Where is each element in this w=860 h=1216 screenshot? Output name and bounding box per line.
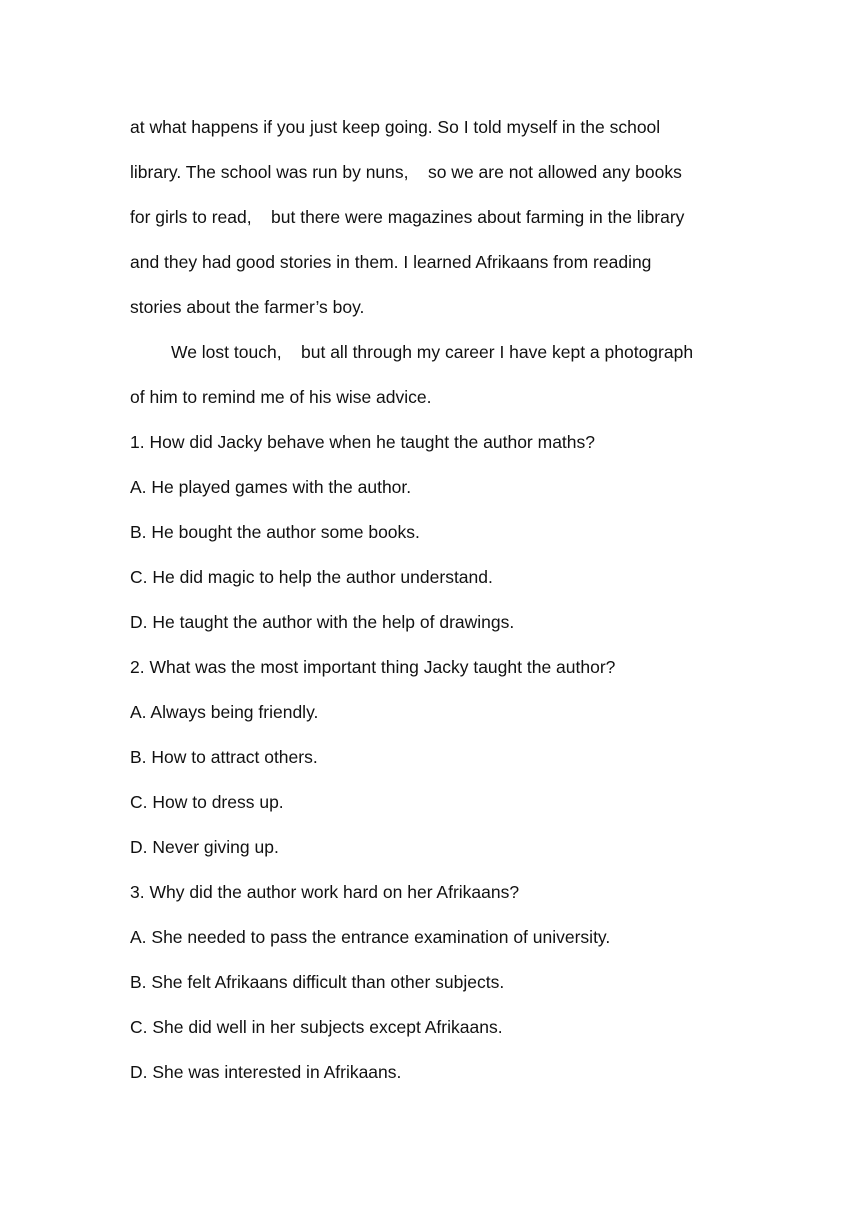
passage-line: library. The school was run by nuns, so we are not allowed any books <box>130 162 682 182</box>
passage-line: and they had good stories in them. I learned Afrikaans from reading <box>130 252 652 272</box>
passage-line: We lost touch, but all through my career I have kept a photograph <box>171 342 694 362</box>
answer-option: D. Never giving up. <box>130 837 279 857</box>
passage-line: stories about the farmer’s boy. <box>130 297 365 317</box>
answer-option: D. She was interested in Afrikaans. <box>130 1062 402 1082</box>
answer-option: C. How to dress up. <box>130 792 284 812</box>
answer-option: A. He played games with the author. <box>130 477 412 497</box>
passage-line: at what happens if you just keep going. So I told myself in the school <box>130 117 661 137</box>
question-text: 2. What was the most important thing Jacky taught the author? <box>130 657 616 677</box>
answer-option: B. He bought the author some books. <box>130 522 420 542</box>
answer-option: B. She felt Afrikaans difficult than other subjects. <box>130 972 505 992</box>
document-body <box>130 105 750 1095</box>
question-1 <box>130 420 750 645</box>
answer-option: B. How to attract others. <box>130 747 318 767</box>
passage-line: for girls to read, but there were magazines about farming in the library <box>130 207 685 227</box>
question-text: 3. Why did the author work hard on her Afrikaans? <box>130 882 520 902</box>
question-3 <box>130 870 750 1095</box>
reading-passage <box>130 105 750 420</box>
answer-option: A. She needed to pass the entrance examination of university. <box>130 927 611 947</box>
passage-line: of him to remind me of his wise advice. <box>130 387 432 407</box>
answer-option: A. Always being friendly. <box>130 702 319 722</box>
answer-option: D. He taught the author with the help of drawings. <box>130 612 515 632</box>
question-text: 1. How did Jacky behave when he taught the author maths? <box>130 432 596 452</box>
answer-option: C. She did well in her subjects except Afrikaans. <box>130 1017 503 1037</box>
question-2 <box>130 645 750 870</box>
answer-option: C. He did magic to help the author understand. <box>130 567 493 587</box>
